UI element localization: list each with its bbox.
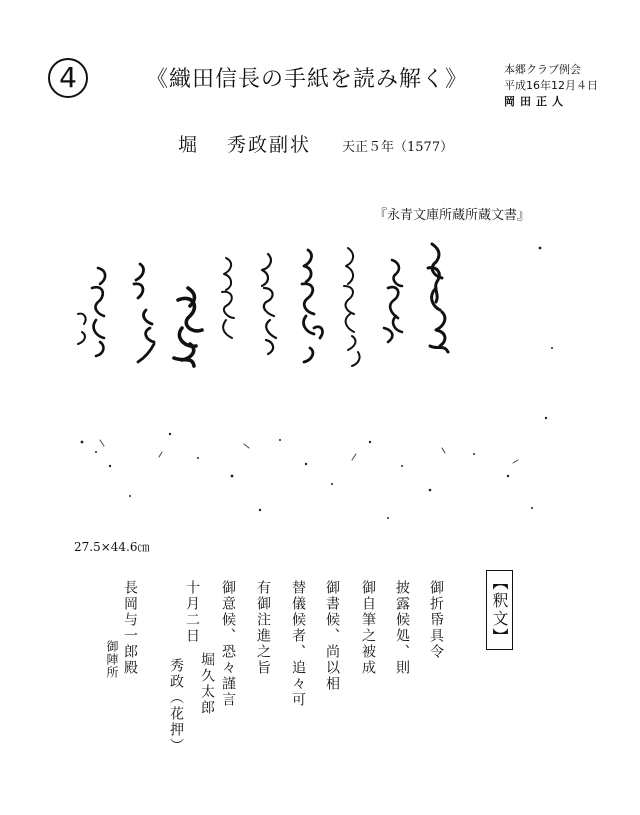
document-era: 天正５年（1577） [342,140,454,155]
transcription-column: 御自筆之被成 [360,580,376,676]
transcription-column: 披露候処、則 [394,580,410,676]
item-number: 4 [59,61,77,94]
addressee-location: 御陣所 [105,640,119,679]
transcription-column: 有御注進之旨 [255,580,271,676]
transcription-column: 御折帋具令 [428,580,444,660]
author-name: 岡田正人 [504,95,568,108]
document-title-rest: 秀政副状 [227,134,312,156]
transcription-label: 【釈文】 [486,570,513,650]
transcription-column: 御書候、尚以相 [324,580,340,692]
signer-signature: 秀政（花押） [168,658,184,754]
signer-name: 堀久太郎 [199,652,215,716]
document-title-family: 堀 [178,134,200,156]
club-name: 本郷クラブ例会 [504,63,581,76]
calligraphy-document-image [70,228,560,528]
page-title: 《織田信長の手紙を読み解く》 [146,67,469,92]
collection-source: 『永青文庫所蔵所蔵文書』 [374,208,531,223]
item-number-badge [48,58,88,98]
transcription-column: 御意候、恐々謹言 [220,580,236,708]
date-line: 十月二日 [184,580,200,644]
meeting-date: 平成16年12月４日 [504,79,598,92]
meeting-info [504,62,598,110]
addressee: 長岡与一郎殿 [122,580,138,676]
transcription-column: 替儀候者、追々可 [290,580,306,708]
document-title [178,130,311,157]
document-dimensions: 27.5×44.6㎝ [74,540,150,554]
